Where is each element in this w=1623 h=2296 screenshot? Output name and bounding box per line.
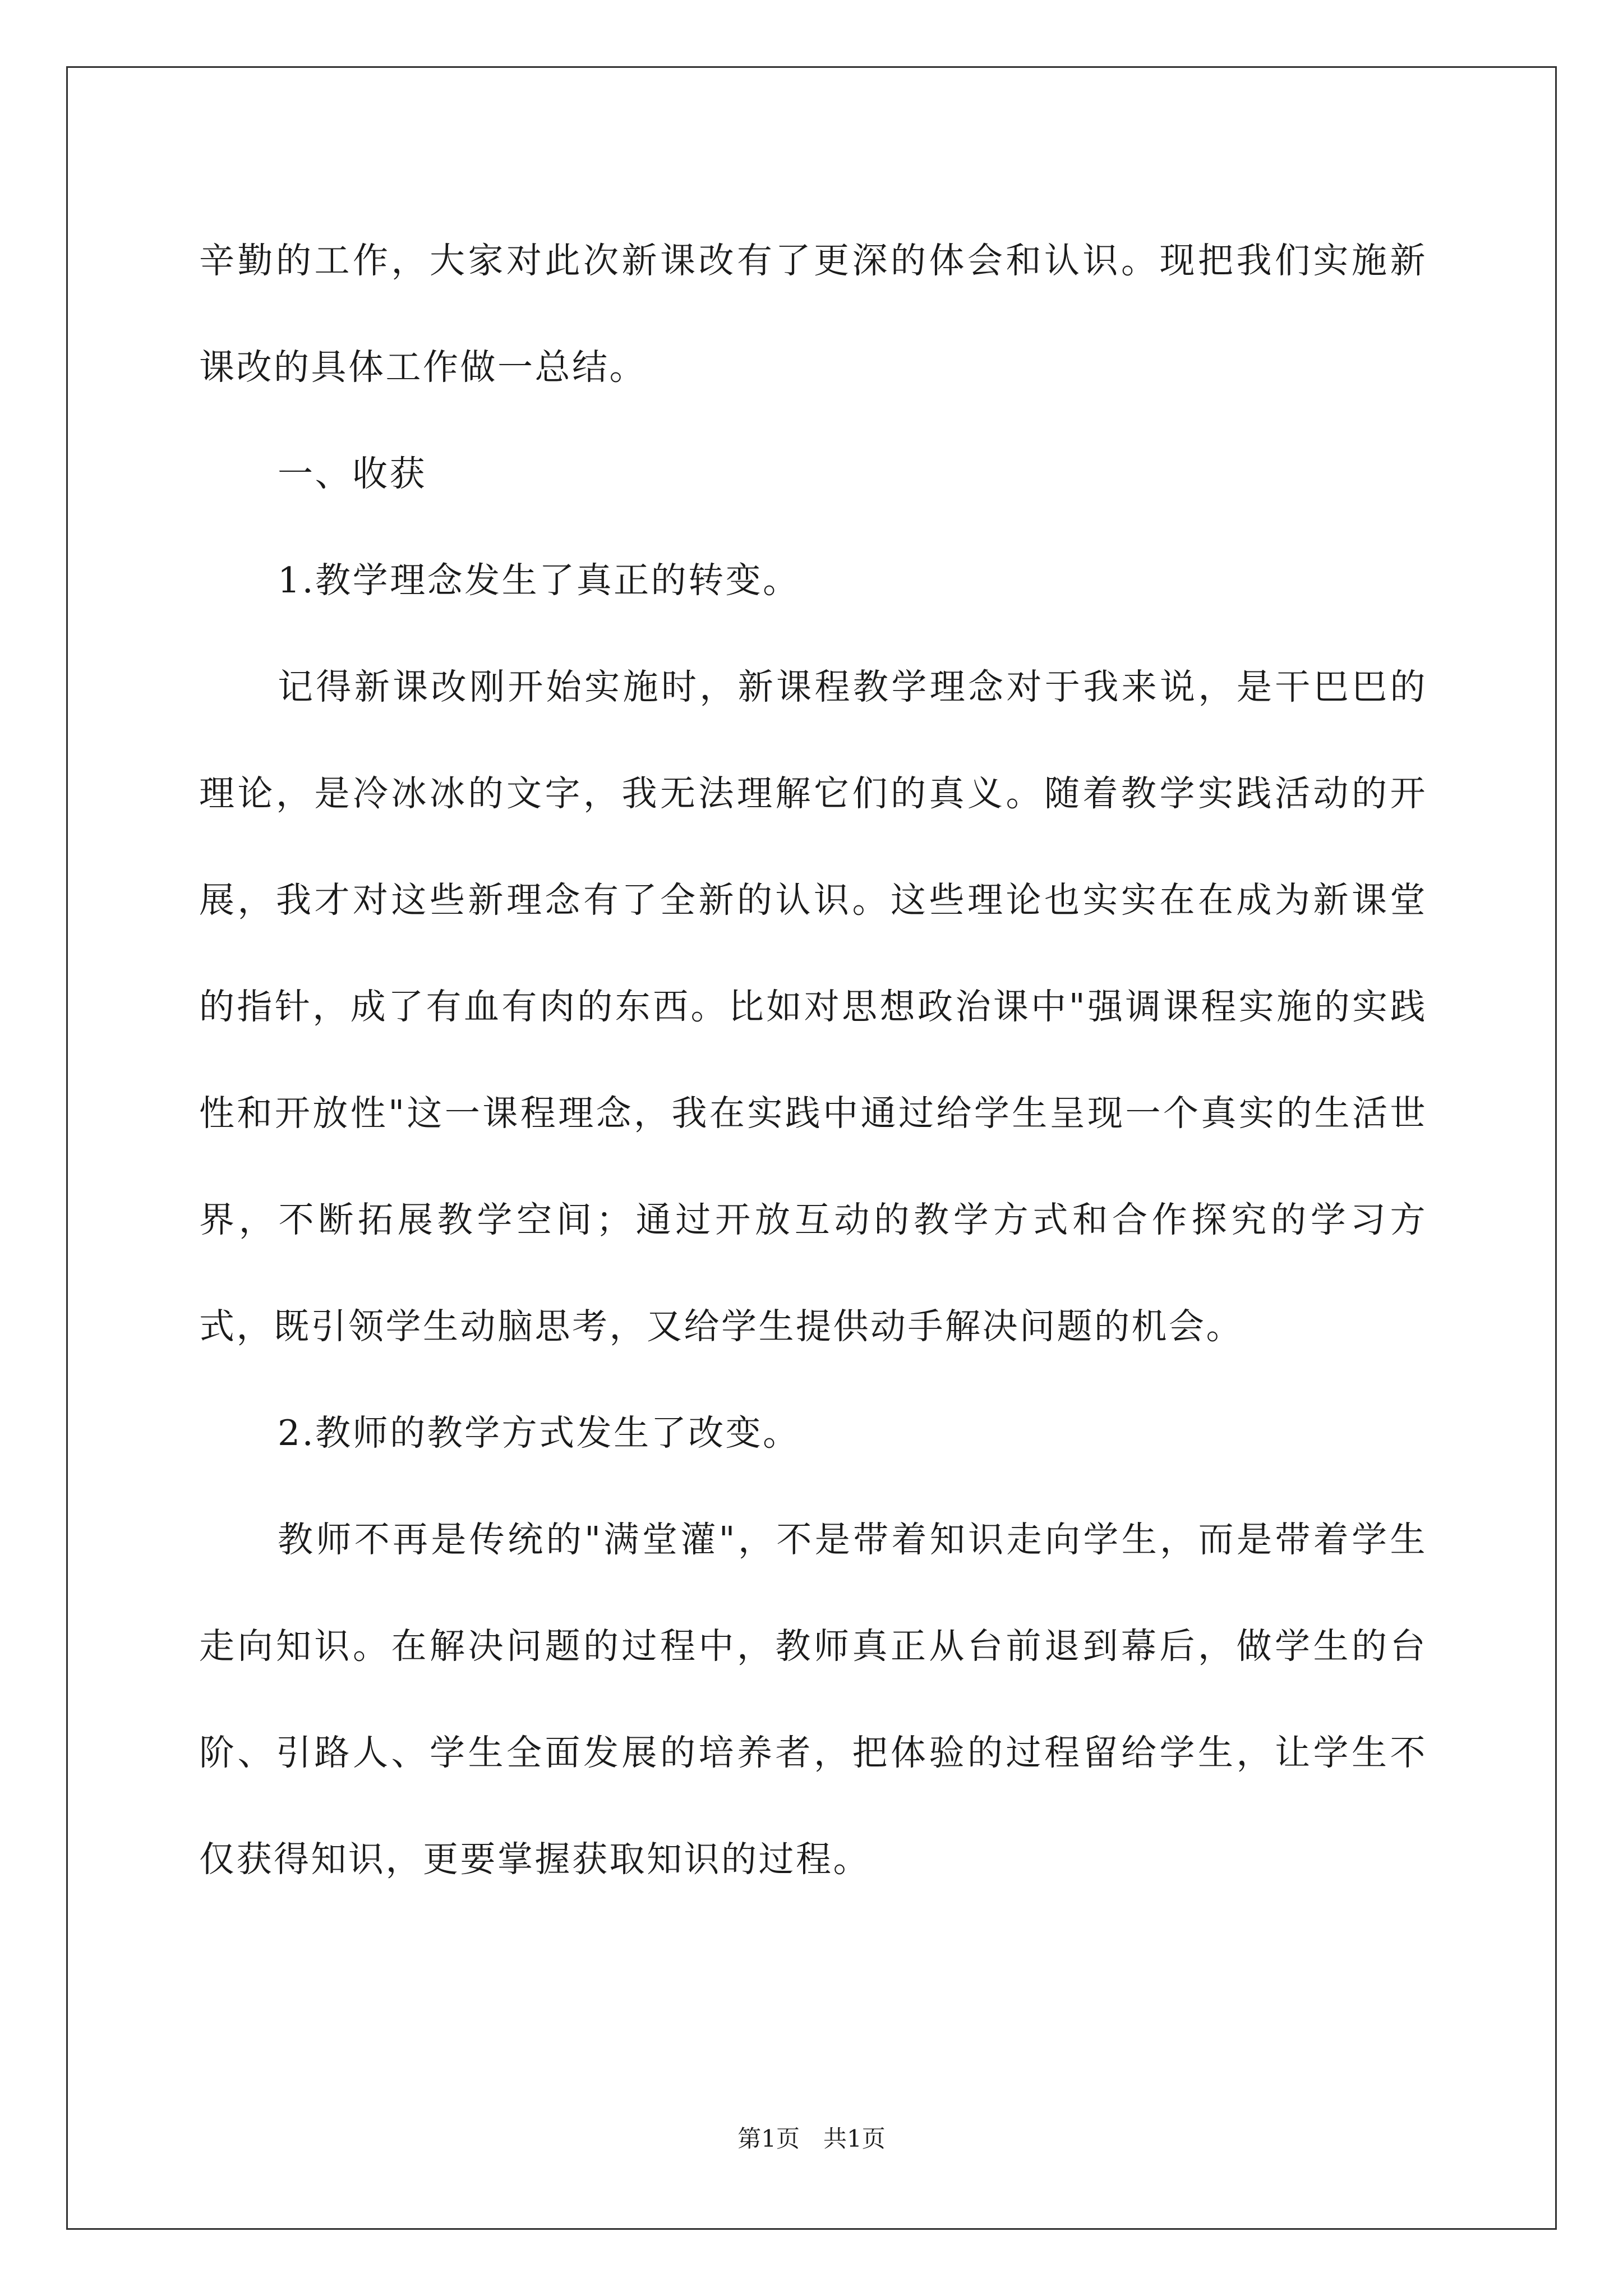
page-number: 第1页 (737, 2125, 800, 2152)
paragraph-item-one-body: 记得新课改刚开始实施时，新课程教学理念对于我来说，是干巴巴的理论，是冷冰冰的文字，我无法理解它们的真义。随着教学实践活动的开展，我才对这些新理念有了全新的认识。这些理论也实实在在成为新课堂的指针，成了有血有肉的东西。比如对思想政治课中"强调课程实施的实践性和开放性"这一课程理念，我在实践中通过给学生呈现一个真实的生活世界，不断拓展教学空间；通过开放互动的教学方式和合作探究的学习方式，既引领学生动脑思考，又给学生提供动手解决问题的机会。 (199, 666, 1427, 1347)
heading-item-one: 1.教学理念发生了真正的转变。 (278, 560, 800, 601)
page-total: 共1页 (823, 2125, 886, 2152)
heading-item-two: 2.教师的教学方式发生了改变。 (278, 1412, 800, 1453)
heading-section-one: 一、收获 (278, 453, 427, 494)
paragraph-intro-continued: 辛勤的工作，大家对此次新课改有了更深的体会和认识。现把我们实施新课改的具体工作做一总结。 (199, 240, 1427, 388)
page-footer (0, 2125, 1623, 2153)
document-body (199, 208, 1427, 1913)
paragraph-item-two-body: 教师不再是传统的"满堂灌"，不是带着知识走向学生，而是带着学生走向知识。在解决问题的过程中，教师真正从台前退到幕后，做学生的台阶、引路人、学生全面发展的培养者，把体验的过程留给学生，让学生不仅获得知识，更要掌握获取知识的过程。 (199, 1519, 1427, 1880)
